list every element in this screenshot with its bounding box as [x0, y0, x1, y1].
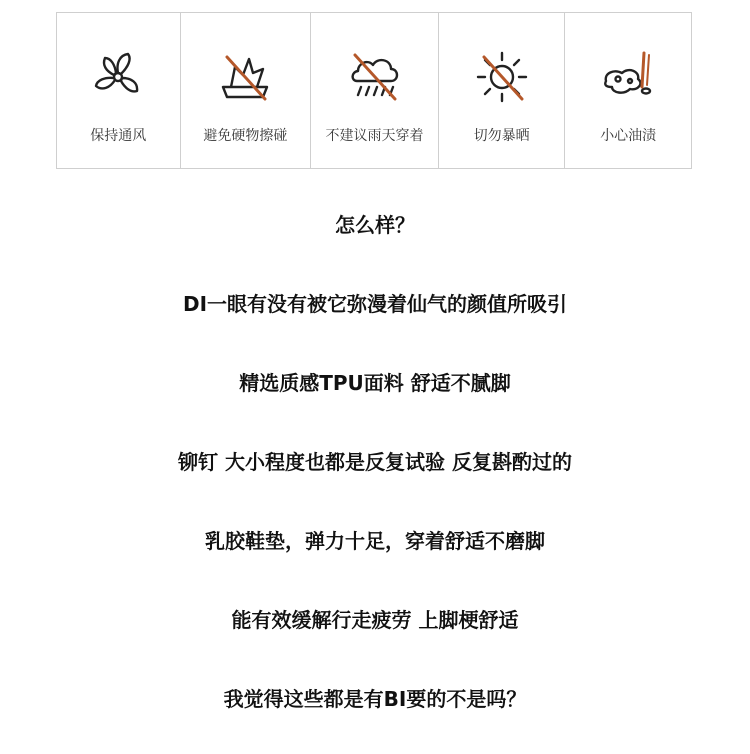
care-item-oil-stain: [565, 13, 691, 168]
no-rain-icon: [343, 45, 407, 109]
care-item-no-sun: [439, 13, 566, 168]
feature-line-appearance: DI一眼有没有被它弥漫着仙气的颜值所吸引: [182, 292, 568, 316]
care-label: 小心油渍: [600, 128, 657, 144]
no-hard-objects-icon: [213, 45, 277, 109]
care-item-ventilate: [57, 13, 181, 168]
closing-question: 我觉得这些都是有BI要的不是吗？: [223, 687, 527, 711]
feature-line-material: 精选质感TPU面料 舒适不腻脚: [239, 371, 511, 395]
intro-question: 怎么样？: [335, 213, 415, 237]
feature-line-rivets: 铆钉 大小程度也都是反复试验 反复斟酌过的: [178, 450, 572, 474]
care-label: 保持通风: [90, 128, 147, 144]
care-label: 不建议雨天穿着: [325, 128, 424, 144]
care-label: 避免硬物擦碰: [203, 128, 288, 144]
feature-line-comfort: 能有效缓解行走疲劳 上脚梗舒适: [231, 608, 519, 632]
care-label: 切勿暴晒: [473, 128, 530, 144]
care-item-no-rain: [311, 13, 439, 168]
care-item-no-hard-objects: [181, 13, 312, 168]
fan-icon: [86, 45, 150, 109]
oil-stain-icon: [596, 45, 660, 109]
care-instructions-strip: [56, 12, 692, 169]
feature-line-insole: 乳胶鞋垫，弹力十足，穿着舒适不磨脚: [205, 529, 545, 553]
no-sun-icon: [470, 45, 534, 109]
